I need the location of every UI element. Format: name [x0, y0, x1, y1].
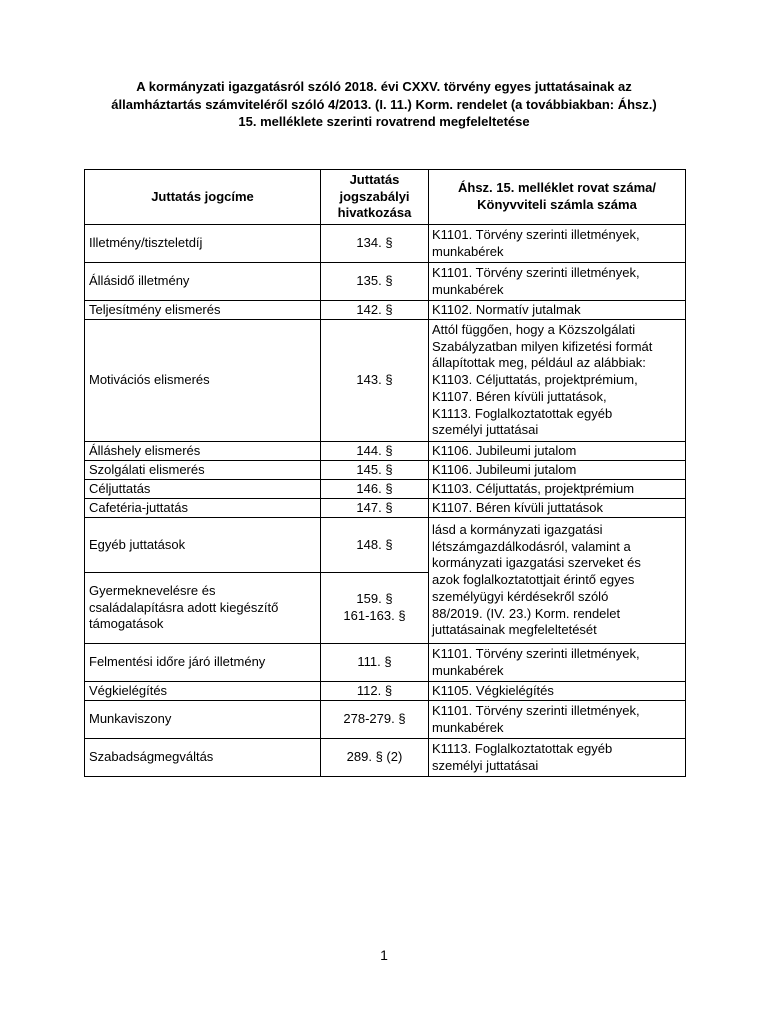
row-account: K1101. Törvény szerinti illetmények, munkabérek [429, 644, 686, 682]
table-row [85, 682, 686, 701]
table-row [85, 301, 686, 320]
row-benefit-name: Végkielégítés [85, 682, 321, 701]
title-line-3: 15. melléklete szerinti rovatrend megfeleltetése [238, 114, 530, 129]
page-number: 1 [380, 947, 388, 963]
title-line-2: államháztartás számviteléről szóló 4/2013. (I. 11.) Korm. rendelet (a továbbiakban: Áhsz.) [111, 96, 657, 112]
row-benefit-name: Szolgálati elismerés [85, 461, 321, 480]
row-benefit-name: Céljuttatás [85, 480, 321, 499]
row-legal-reference: 142. § [321, 301, 429, 320]
header-benefit-title: Juttatás jogcíme [85, 170, 321, 225]
table-row [85, 499, 686, 518]
row-account-merged: lásd a kormányzati igazgatási létszámgazdálkodásról, valamint a kormányzati igazgatási szerveket és azok foglalkoztatottjait érintő egyes személyügyi kérdésekről szóló 88/2019. (IV. 23.) Korm. rendelet juttatásainak megfeleltetését [429, 518, 686, 644]
row-legal-reference: 112. § [321, 682, 429, 701]
row-benefit-name: Szabadságmegváltás [85, 739, 321, 777]
row-benefit-name: Munkaviszony [85, 701, 321, 739]
row-legal-reference: 278-279. § [321, 701, 429, 739]
row-legal-reference: 289. § (2) [321, 739, 429, 777]
row-legal-reference: 148. § [321, 518, 429, 573]
table-row [85, 739, 686, 777]
table-header-row [85, 170, 686, 225]
row-legal-reference: 146. § [321, 480, 429, 499]
header-account-number: Áhsz. 15. melléklet rovat száma/ Könyvviteli számla száma [429, 170, 686, 225]
row-account: K1107. Béren kívüli juttatások [429, 499, 686, 518]
row-account: K1103. Céljuttatás, projektprémium [429, 480, 686, 499]
row-legal-reference: 143. § [321, 320, 429, 442]
table-row [85, 518, 686, 573]
row-account: K1105. Végkielégítés [429, 682, 686, 701]
row-account: K1106. Jubileumi jutalom [429, 461, 686, 480]
row-legal-reference: 111. § [321, 644, 429, 682]
row-account: K1113. Foglalkoztatottak egyéb személyi juttatásai [429, 739, 686, 777]
row-account: K1101. Törvény szerinti illetmények, munkabérek [429, 701, 686, 739]
row-benefit-name: Illetmény/tiszteletdíj [85, 225, 321, 263]
row-benefit-name: Cafetéria-juttatás [85, 499, 321, 518]
row-benefit-name: Felmentési időre járó illetmény [85, 644, 321, 682]
table-row [85, 225, 686, 263]
header-legal-reference: Juttatás jogszabályi hivatkozása [321, 170, 429, 225]
table-row [85, 263, 686, 301]
table-row [85, 320, 686, 442]
row-legal-reference: 147. § [321, 499, 429, 518]
row-legal-reference: 135. § [321, 263, 429, 301]
row-benefit-name: Álláshely elismerés [85, 442, 321, 461]
row-legal-reference: 159. § 161-163. § [321, 573, 429, 644]
benefits-table [84, 169, 686, 777]
table-row [85, 701, 686, 739]
row-benefit-name: Teljesítmény elismerés [85, 301, 321, 320]
table-row [85, 442, 686, 461]
table-row [85, 480, 686, 499]
row-account: K1106. Jubileumi jutalom [429, 442, 686, 461]
row-benefit-name: Gyermeknevelésre és családalapításra adott kiegészítő támogatások [85, 573, 321, 644]
table-row [85, 644, 686, 682]
row-benefit-name: Egyéb juttatások [85, 518, 321, 573]
row-benefit-name: Állásidő illetmény [85, 263, 321, 301]
row-account: K1102. Normatív jutalmak [429, 301, 686, 320]
row-account: K1101. Törvény szerinti illetmények, munkabérek [429, 263, 686, 301]
row-legal-reference: 145. § [321, 461, 429, 480]
row-benefit-name: Motivációs elismerés [85, 320, 321, 442]
row-account: K1101. Törvény szerinti illetmények, munkabérek [429, 225, 686, 263]
title-line-1: A kormányzati igazgatásról szóló 2018. évi CXXV. törvény egyes juttatásainak az [136, 79, 632, 94]
row-legal-reference: 134. § [321, 225, 429, 263]
row-legal-reference: 144. § [321, 442, 429, 461]
document-title [84, 78, 684, 131]
row-account: Attól függően, hogy a Közszolgálati Szabályzatban milyen kifizetési formát állapítottak meg, például az alábbiak: K1103. Céljuttatás, projektprémium, K1107. Béren kívüli juttatások, K1113. Foglalkoztatottak egyéb személyi juttatásai [429, 320, 686, 442]
table-row [85, 461, 686, 480]
